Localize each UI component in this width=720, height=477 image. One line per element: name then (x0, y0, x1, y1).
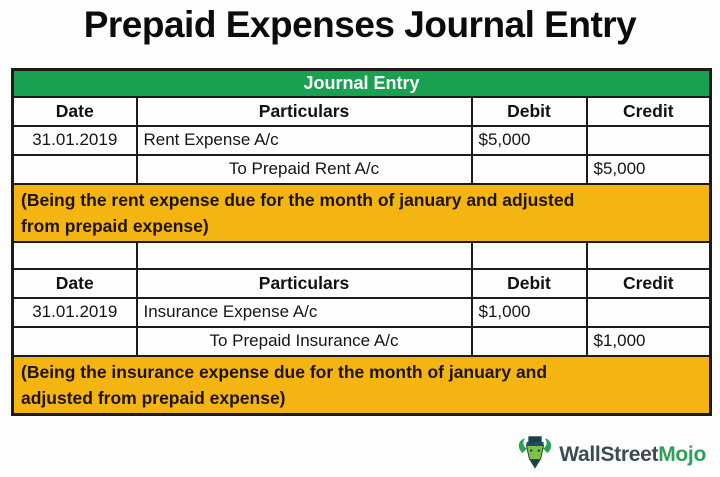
col-header-date: Date (13, 269, 137, 298)
insurance-note-line-1: (Being the insurance expense due for the month of january and (21, 361, 548, 382)
rent-note (13, 184, 711, 242)
empty-cell (587, 242, 711, 269)
cell-credit: $1,000 (587, 327, 711, 356)
page-title: Prepaid Expenses Journal Entry (83, 4, 637, 45)
cell-credit (587, 126, 711, 155)
insurance-note (13, 356, 711, 415)
cell-debit (472, 155, 587, 184)
banner-row (13, 70, 711, 97)
cell-particulars: To Prepaid Rent A/c (137, 155, 472, 184)
cell-particulars: Rent Expense A/c (137, 126, 472, 155)
cell-particulars: To Prepaid Insurance A/c (137, 327, 472, 356)
spacer-row (13, 242, 711, 269)
table-row-rent-credit (13, 155, 711, 184)
header-row-2 (13, 269, 711, 298)
col-header-credit: Credit (587, 97, 711, 126)
table-banner: Journal Entry (13, 70, 711, 97)
cell-credit (587, 298, 711, 327)
logo-text-accent: Mojo (658, 442, 706, 466)
bull-logo-icon (516, 432, 554, 477)
note-row-rent (13, 184, 711, 242)
empty-cell (137, 242, 472, 269)
col-header-particulars: Particulars (137, 97, 472, 126)
table-row-rent-debit (13, 126, 711, 155)
rent-note-line-2: from prepaid expense) (21, 215, 209, 236)
table-row-insurance-debit (13, 298, 711, 327)
note-row-insurance (13, 356, 711, 415)
cell-particulars: Insurance Expense A/c (137, 298, 472, 327)
journal-entry-table (11, 68, 712, 416)
cell-date (13, 155, 137, 184)
wallstreetmojo-logo (516, 432, 706, 477)
rent-note-line-1: (Being the rent expense due for the month of january and adjusted (21, 189, 575, 210)
cell-date: 31.01.2019 (13, 298, 137, 327)
col-header-date: Date (13, 97, 137, 126)
cell-credit: $5,000 (587, 155, 711, 184)
col-header-debit: Debit (472, 269, 587, 298)
table-row-insurance-credit (13, 327, 711, 356)
cell-debit (472, 327, 587, 356)
cell-debit: $5,000 (472, 126, 587, 155)
cell-date (13, 327, 137, 356)
cell-date: 31.01.2019 (13, 126, 137, 155)
col-header-particulars: Particulars (137, 269, 472, 298)
empty-cell (472, 242, 587, 269)
insurance-note-line-2: adjusted from prepaid expense) (21, 387, 286, 408)
col-header-debit: Debit (472, 97, 587, 126)
logo-text-primary: WallStreet (559, 442, 659, 466)
header-row-1 (13, 97, 711, 126)
col-header-credit: Credit (587, 269, 711, 298)
empty-cell (13, 242, 137, 269)
cell-debit: $1,000 (472, 298, 587, 327)
